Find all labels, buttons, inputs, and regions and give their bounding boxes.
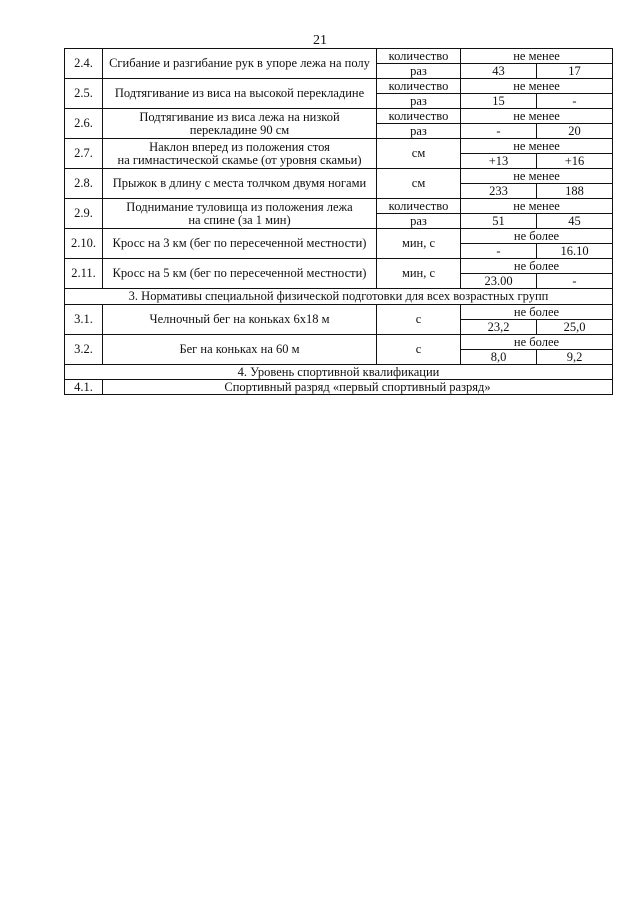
unit: см (377, 169, 461, 199)
exercise-name (103, 109, 377, 139)
qualification-text: Спортивный разряд «первый спортивный разряд» (103, 380, 613, 395)
unit: количество (377, 199, 461, 214)
exercise-name-line: перекладине 90 см (189, 122, 290, 137)
unit: количество (377, 49, 461, 64)
exercise-name (103, 79, 377, 109)
table-row (65, 109, 613, 124)
section-title: 4. Уровень спортивной квалификации (65, 365, 613, 380)
table-row (65, 199, 613, 214)
value-1: 23,2 (461, 320, 537, 335)
exercise-name (103, 199, 377, 229)
section-4-header (65, 365, 613, 380)
exercise-name-line: Подтягивание из виса лежа на низкой (139, 109, 340, 124)
value-2: - (537, 94, 613, 109)
unit-continued: раз (377, 64, 461, 79)
exercise-name-line: Кросс на 5 км (бег по пересеченной местности) (112, 266, 367, 280)
condition: не менее (461, 169, 613, 184)
exercise-name-line: Поднимание туловища из положения лежа (126, 199, 353, 214)
unit: с (377, 305, 461, 335)
row-number: 2.10. (65, 229, 103, 259)
exercise-name (103, 169, 377, 199)
table-row (65, 169, 613, 184)
exercise-name (103, 49, 377, 79)
row-number: 2.6. (65, 109, 103, 139)
page-number: 21 (313, 33, 327, 48)
table-row (65, 380, 613, 395)
unit: с (377, 335, 461, 365)
table-row (65, 229, 613, 244)
row-number: 2.7. (65, 139, 103, 169)
condition: не менее (461, 199, 613, 214)
row-number: 3.1. (65, 305, 103, 335)
row-number: 4.1. (65, 380, 103, 395)
table-row (65, 49, 613, 64)
value-2: 25,0 (537, 320, 613, 335)
row-number: 2.5. (65, 79, 103, 109)
value-2: 188 (537, 184, 613, 199)
row-number: 2.9. (65, 199, 103, 229)
value-2: 20 (537, 124, 613, 139)
condition: не менее (461, 49, 613, 64)
condition: не более (461, 259, 613, 274)
unit: см (377, 139, 461, 169)
exercise-name-line: на спине (за 1 мин) (188, 212, 291, 227)
exercise-name-line: Прыжок в длину с места толчком двумя ногами (112, 176, 367, 190)
value-2: 45 (537, 214, 613, 229)
value-1: - (461, 244, 537, 259)
unit: мин, с (377, 229, 461, 259)
exercise-name: Бег на коньках на 60 м (103, 335, 377, 365)
unit: мин, с (377, 259, 461, 289)
table-row (65, 305, 613, 320)
table-row (65, 259, 613, 274)
exercise-name-line: Подтягивание из виса на высокой перекладине (114, 86, 365, 100)
value-1: 23.00 (461, 274, 537, 289)
value-2: +16 (537, 154, 613, 169)
table-row (65, 139, 613, 154)
exercise-name (103, 139, 377, 169)
row-number: 2.4. (65, 49, 103, 79)
condition: не более (461, 335, 613, 350)
exercise-name (103, 229, 377, 259)
unit-continued: раз (377, 214, 461, 229)
norms-table-body (65, 49, 613, 395)
norms-table (64, 48, 613, 395)
value-1: 43 (461, 64, 537, 79)
exercise-name-line: Сгибание и разгибание рук в упоре лежа на полу (109, 56, 370, 70)
value-2: - (537, 274, 613, 289)
value-1: +13 (461, 154, 537, 169)
row-number: 2.11. (65, 259, 103, 289)
table-row (65, 335, 613, 350)
exercise-name-line: Наклон вперед из положения стоя (149, 139, 330, 154)
section-title: 3. Нормативы специальной физической подготовки для всех возрастных групп (65, 289, 613, 305)
unit-continued: раз (377, 94, 461, 109)
value-2: 9,2 (537, 350, 613, 365)
value-1: - (461, 124, 537, 139)
condition: не менее (461, 109, 613, 124)
row-number: 3.2. (65, 335, 103, 365)
value-2: 17 (537, 64, 613, 79)
section-3-header (65, 289, 613, 305)
exercise-name-line: Кросс на 3 км (бег по пересеченной местности) (112, 236, 367, 250)
value-1: 15 (461, 94, 537, 109)
value-1: 51 (461, 214, 537, 229)
value-2: 16.10 (537, 244, 613, 259)
exercise-name (103, 259, 377, 289)
unit: количество (377, 109, 461, 124)
value-1: 8,0 (461, 350, 537, 365)
exercise-name: Челночный бег на коньках 6х18 м (103, 305, 377, 335)
row-number: 2.8. (65, 169, 103, 199)
condition: не более (461, 305, 613, 320)
condition: не менее (461, 79, 613, 94)
condition: не менее (461, 139, 613, 154)
condition: не более (461, 229, 613, 244)
exercise-name-line: на гимнастической скамье (от уровня скамьи) (117, 152, 362, 167)
value-1: 233 (461, 184, 537, 199)
unit-continued: раз (377, 124, 461, 139)
unit: количество (377, 79, 461, 94)
table-row (65, 79, 613, 94)
